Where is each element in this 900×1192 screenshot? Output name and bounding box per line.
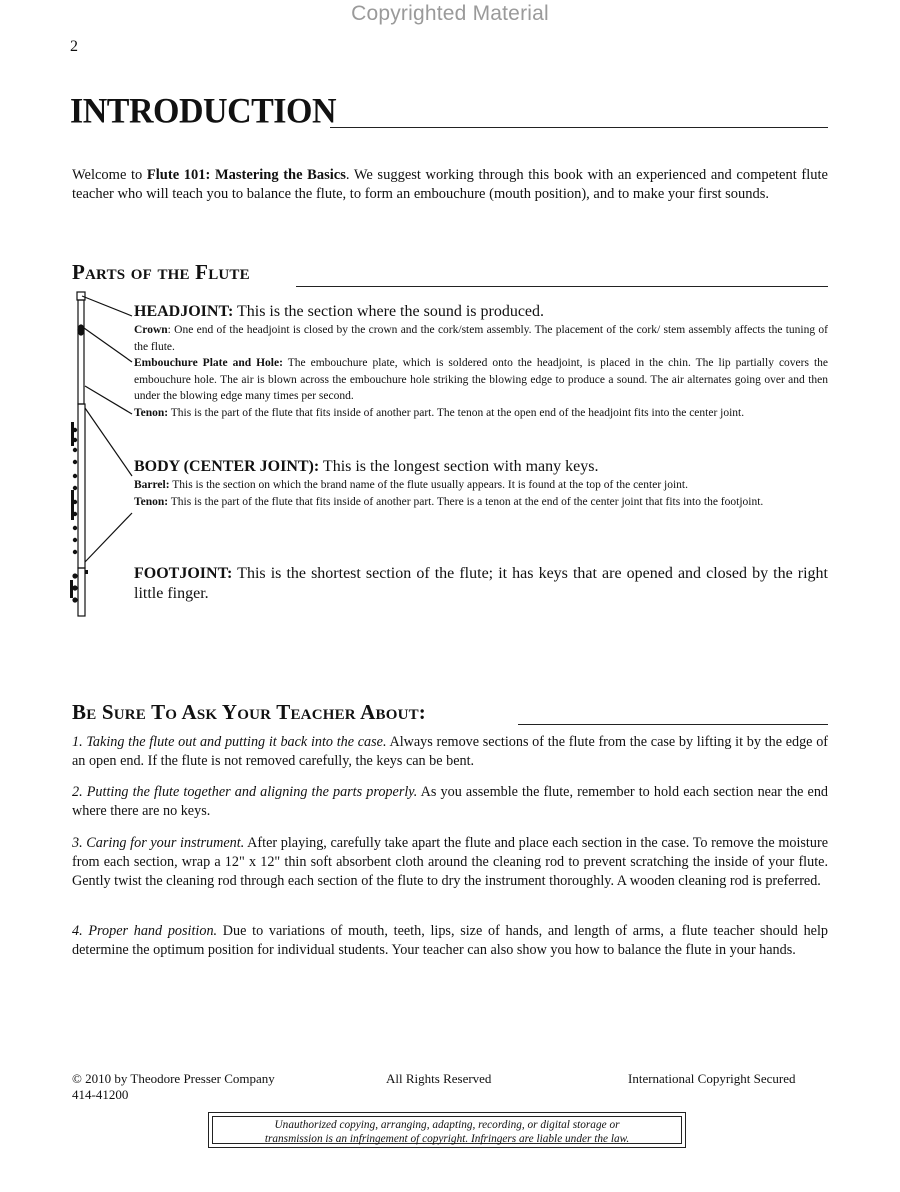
headjoint-heading: HEADJOINT: This is the section where the sound is produced.	[134, 303, 545, 320]
book-title: Flute 101: Mastering the Basics	[146, 167, 346, 183]
copyright-notice-box	[208, 1112, 686, 1148]
copyright-notice: Unauthorized copying, arranging, adapting, recording, or digital storage or transmission is an infringement of copyright. Infringers are liable under the law.	[212, 1116, 682, 1144]
headjoint-tube	[78, 300, 84, 404]
teacher-rule	[518, 724, 828, 725]
teacher-item-3: 3. Caring for your instrument. After playing, carefully take apart the flute and place each section in the case. To remove the moisture from each section, wrap a 12" x 12" thin soft absorbent cloth around the cleaning rod to prevent scratching the inside of your flute. Gently twist the cleaning rod through each section of the flute to dry the instrument thoroughly. A wooden cleaning rod is preferred.	[72, 835, 828, 889]
embouchure-leader-line	[84, 328, 132, 362]
teacher-item-4: 4. Proper hand position. Due to variations of mouth, teeth, lips, size of hands, and length of arms, a flute teacher should help determine the optimum position for individual students. Your teacher can also show you how to balance the flute in your hands.	[72, 923, 828, 958]
teacher-item-1: 1. Taking the flute out and putting it back into the case. Always remove sections of the flute from the case by lifting it by the edge of an open end. If the flute is not removed carefully, the keys can be bent.	[72, 734, 829, 769]
teacher-item-2: 2. Putting the flute together and aligning the parts properly. As you assemble the flute, remember to hold each section near the end where there are no keys.	[72, 784, 829, 819]
body-tube	[78, 404, 85, 568]
copyright-watermark: Copyrighted Material	[351, 2, 549, 25]
catalog-number: 414-41200	[72, 1087, 129, 1102]
embouchure-hole-icon	[78, 325, 84, 335]
body-heading: BODY (CENTER JOINT): This is the longest section with many keys.	[134, 458, 599, 475]
introduction-rule	[330, 127, 828, 128]
crown-icon	[77, 292, 85, 300]
flute-diagram	[68, 290, 138, 620]
copyright-line: © 2010 by Theodore Presser Company	[72, 1071, 275, 1086]
rights-reserved: All Rights Reserved	[386, 1071, 492, 1086]
footjoint-tube	[78, 568, 85, 616]
headjoint-details: Crown: One end of the headjoint is closed by the crown and the cork/stem assembly. The placement of the cork/ stem assembly affects the tuning of the flute. Embouchure Plate and Hole: The embouchure plate, which is soldered onto the headjoint, is placed in the chin. The lip partially covers the embouchure hole. The air is blown across the embouchure hole striking the blowing edge to produce a sound. The air alternates going over and then under the blowing edge many times per second. Tenon: This is the part of the flute that fits inside of another part. The tenon at the open end of the headjoint fits into the center joint.	[134, 324, 828, 419]
body-details: Barrel: This is the section on which the brand name of the flute usually appears. It is found at the top of the center joint. Tenon: This is the part of the flute that fits inside of another part. There is a tenon at the end of the center joint that fits into the footjoint.	[134, 479, 764, 508]
tenon-leader-line	[85, 386, 132, 414]
footjoint-heading: FOOTJOINT: This is the shortest section of the flute; it has keys that are opened and closed by the right little finger.	[134, 565, 828, 602]
page-number: 2	[70, 38, 78, 55]
crown-leader-line	[82, 296, 132, 316]
introduction-heading: INTRODUCTION	[70, 92, 337, 131]
parts-rule	[296, 286, 828, 287]
center-tenon-leader-line	[85, 513, 132, 562]
teacher-heading: Be Sure To Ask Your Teacher About:	[72, 700, 427, 724]
introduction-paragraph: Welcome to Flute 101: Mastering the Basics. We suggest working through this book with an experienced and competent flute teacher who will teach you to balance the flute, to form an embouchure (mouth position), and to make your first sounds.	[72, 167, 828, 202]
barrel-leader-line	[85, 408, 132, 476]
parts-heading: Parts of the Flute	[72, 260, 250, 284]
international-copyright: International Copyright Secured	[628, 1071, 796, 1086]
